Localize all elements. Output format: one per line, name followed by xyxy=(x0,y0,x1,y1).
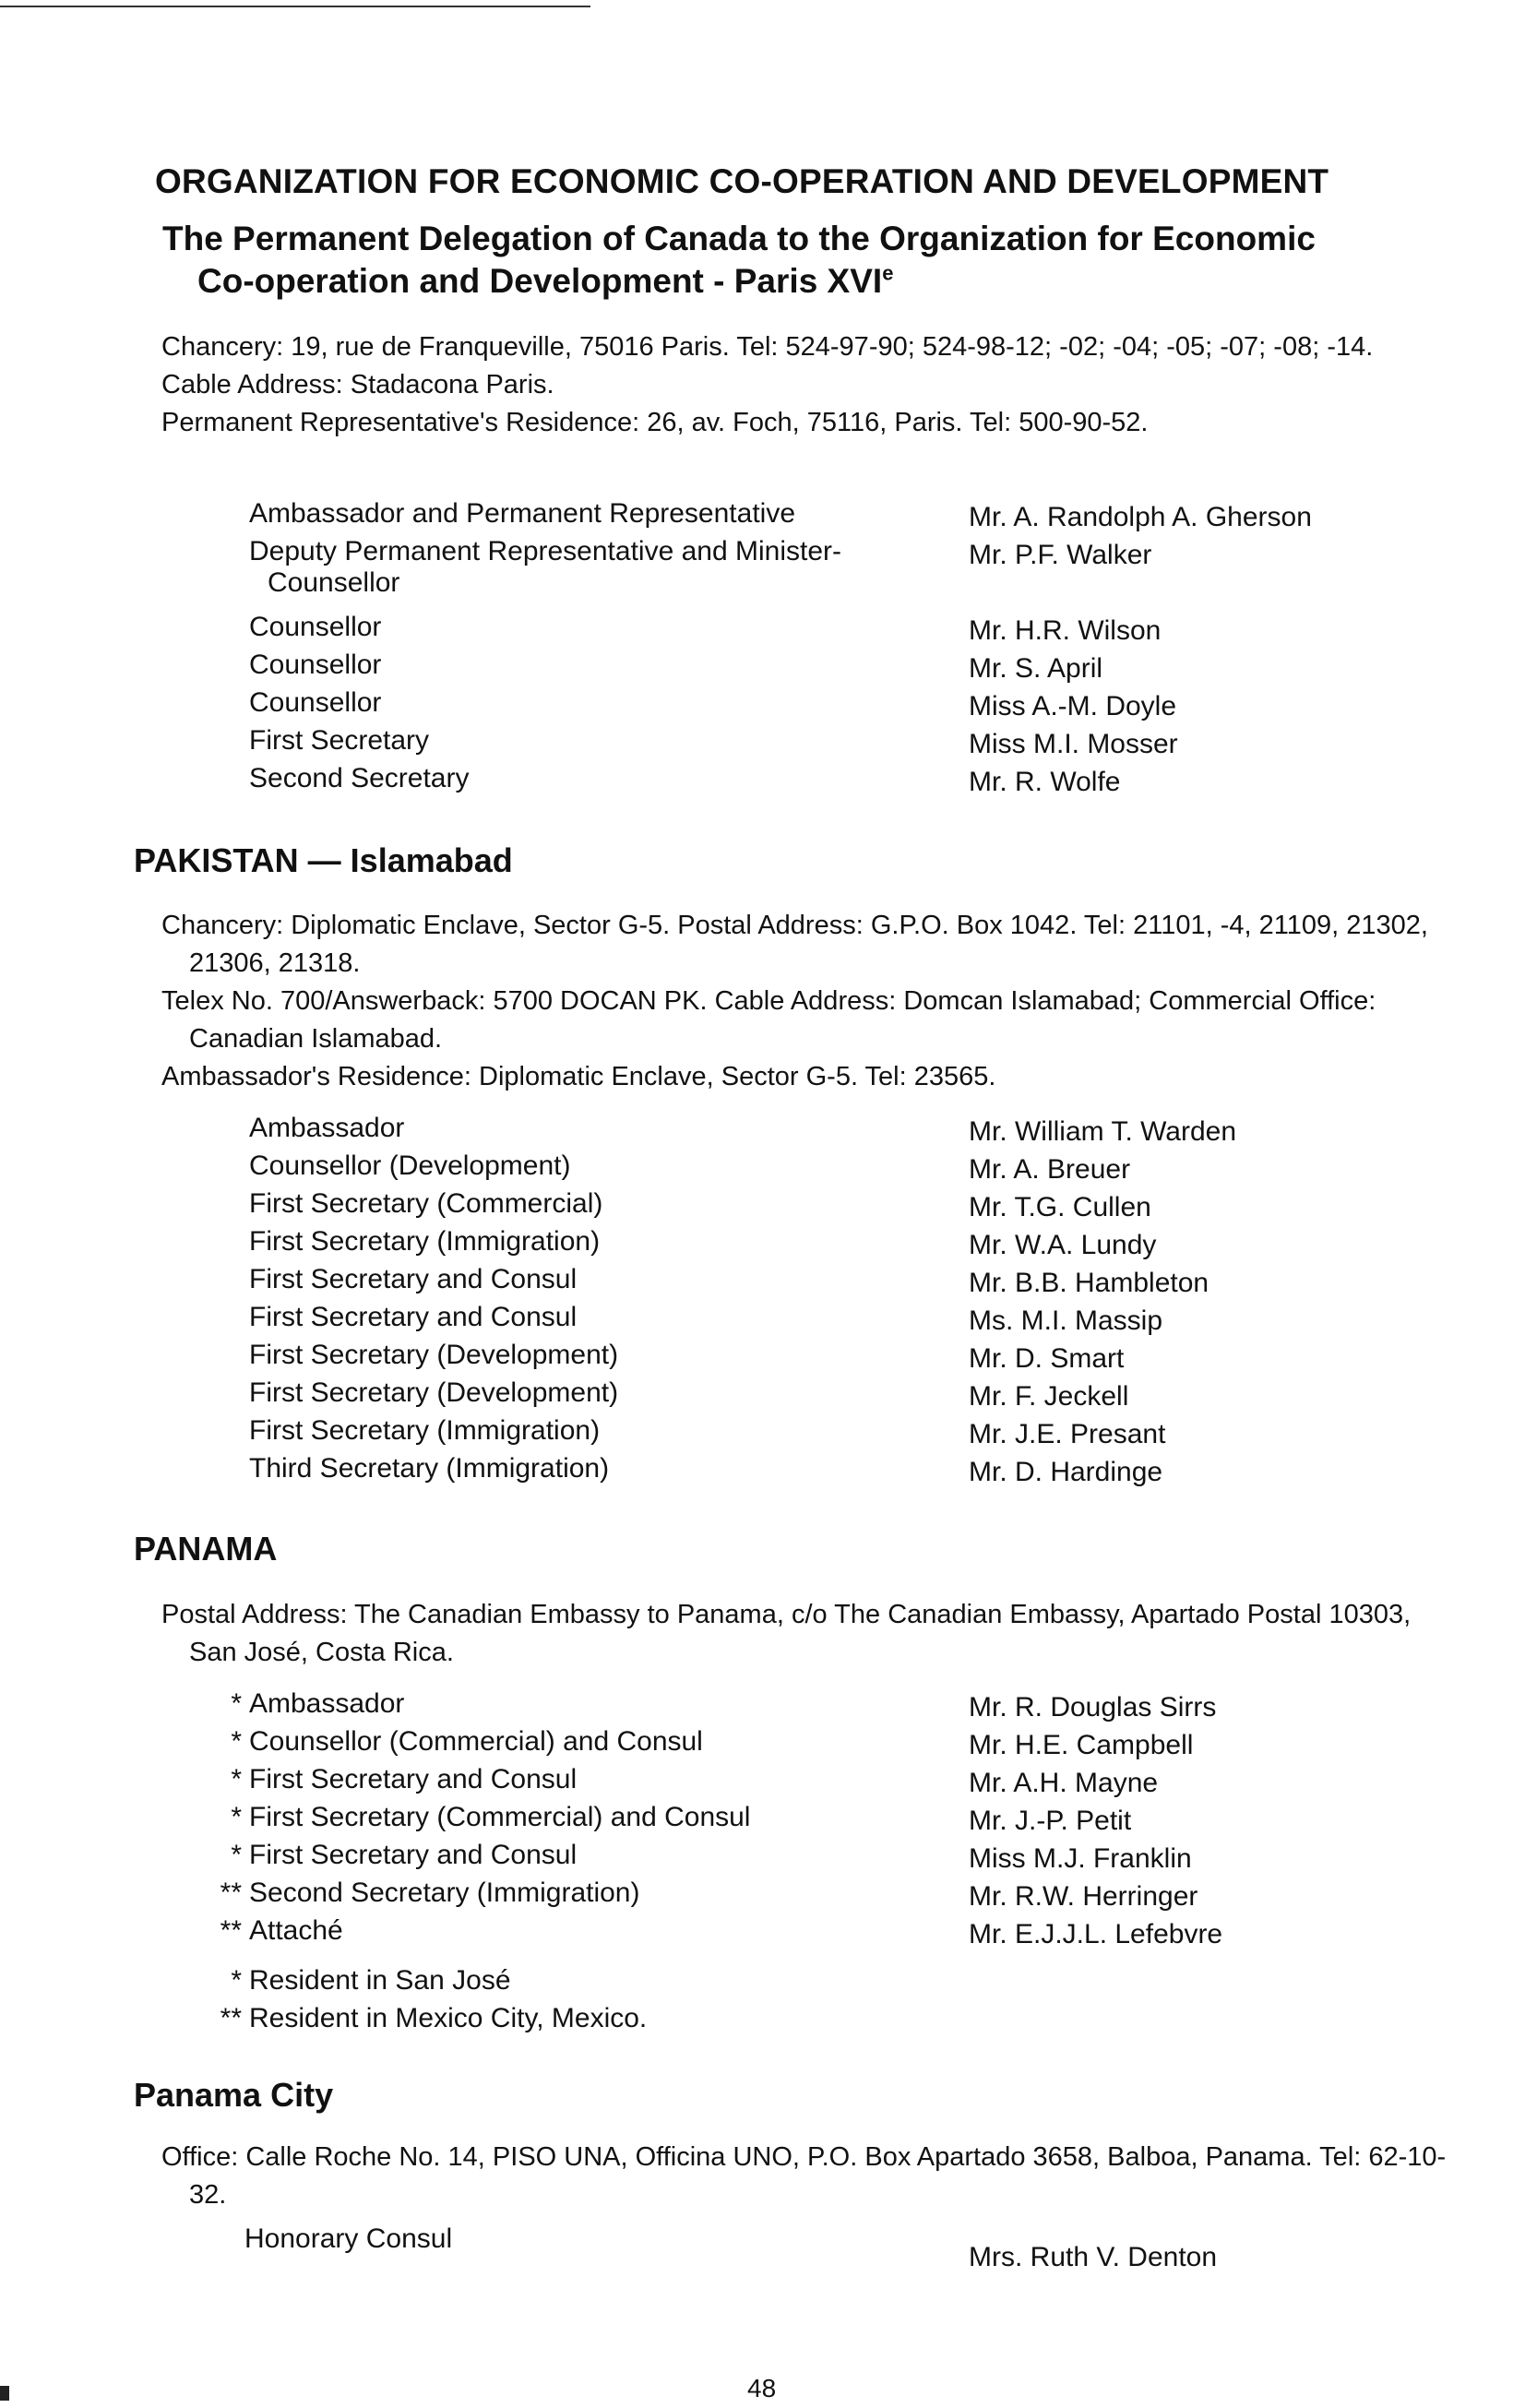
pakistan-heading: PAKISTAN — Islamabad xyxy=(134,841,513,879)
staff-name: Mr. R. Douglas Sirrs xyxy=(969,1692,1217,1723)
staff-name: Mr. A.H. Mayne xyxy=(969,1768,1159,1798)
staff-position-wrap xyxy=(220,1915,343,1947)
footnote-marker: * xyxy=(231,1802,242,1832)
oecd-staff-list xyxy=(0,498,1525,801)
staff-name: Miss A.-M. Doyle xyxy=(969,691,1177,721)
staff-position: Ambassador xyxy=(249,1113,405,1143)
staff-row xyxy=(0,1226,1525,1264)
staff-row xyxy=(0,763,1525,801)
staff-name: Mr. T.G. Cullen xyxy=(969,1192,1151,1222)
staff-name: Mr. A. Randolph A. Gherson xyxy=(969,502,1312,532)
pakistan-address-block xyxy=(161,907,1453,1096)
panama-address-line: Postal Address: The Canadian Embassy to Panama, c/o The Canadian Embassy, Apartado Postal 10303, San José, Costa Rica. xyxy=(161,1600,1412,1667)
delegation-title-line1: The Permanent Delegation of Canada to the Organization for Economic xyxy=(162,220,1316,257)
footnote-marker: * xyxy=(231,1726,242,1757)
staff-position: Counsellor (Commercial) and Consul xyxy=(249,1726,703,1757)
staff-row xyxy=(0,1764,1525,1802)
staff-position-wrap xyxy=(231,1840,578,1871)
staff-name: Mr. P.F. Walker xyxy=(969,540,1152,570)
staff-position: First Secretary and Consul xyxy=(249,1764,578,1794)
staff-name: Mr. William T. Warden xyxy=(969,1116,1237,1147)
staff-row xyxy=(0,725,1525,763)
staff-position: Counsellor (Development) xyxy=(249,1150,571,1181)
staff-row xyxy=(0,2223,1525,2272)
footnote-marker: * xyxy=(231,1688,242,1719)
footnote-marker: ** xyxy=(220,1878,242,1908)
panama-city-staff-list xyxy=(0,2223,1525,2272)
footnote-marker: ** xyxy=(220,1915,242,1946)
staff-row xyxy=(0,498,1525,536)
staff-position-wrap xyxy=(231,1688,405,1720)
staff-position: Deputy Permanent Representative and Minister- xyxy=(249,536,841,566)
staff-position: First Secretary (Development) xyxy=(249,1340,619,1370)
staff-row xyxy=(0,536,1525,612)
staff-name: Mr. H.E. Campbell xyxy=(969,1730,1194,1760)
delegation-title-superscript: e xyxy=(882,261,894,285)
staff-row xyxy=(0,1453,1525,1491)
page-number: 48 xyxy=(747,2374,777,2402)
oecd-address-line: Cable Address: Stadacona Paris. xyxy=(161,370,554,399)
staff-name: Mr. B.B. Hambleton xyxy=(969,1268,1209,1298)
panama-city-address-block xyxy=(161,2139,1453,2214)
delegation-title-line2-wrap xyxy=(162,260,1436,303)
staff-row xyxy=(0,1840,1525,1878)
staff-position: Counsellor xyxy=(249,612,382,642)
staff-name: Mr. W.A. Lundy xyxy=(969,1230,1157,1260)
footnote xyxy=(0,2003,1525,2041)
staff-position-continuation: Counsellor xyxy=(268,567,400,598)
pakistan-address-line: Telex No. 700/Answerback: 5700 DOCAN PK. Cable Address: Domcan Islamabad; Commercial Office: Canadian Islamabad. xyxy=(161,986,1376,1054)
staff-position: First Secretary xyxy=(249,725,430,756)
staff-position: Attaché xyxy=(249,1915,343,1946)
staff-row xyxy=(0,650,1525,687)
footnote-marker: * xyxy=(231,1965,242,1996)
staff-name: Mr. J.-P. Petit xyxy=(969,1806,1132,1836)
oecd-delegation-title xyxy=(162,218,1436,303)
staff-row xyxy=(0,1878,1525,1915)
staff-position: First Secretary (Development) xyxy=(249,1377,619,1408)
pakistan-address-line: Chancery: Diplomatic Enclave, Sector G-5. Postal Address: G.P.O. Box 1042. Tel: 21101, -4, 21109, 21302, 21306, 21318. xyxy=(161,911,1428,978)
staff-row xyxy=(0,1377,1525,1415)
staff-row xyxy=(0,1415,1525,1453)
staff-row xyxy=(0,687,1525,725)
staff-row xyxy=(0,1150,1525,1188)
staff-name: Mr. J.E. Presant xyxy=(969,1419,1166,1449)
staff-position: First Secretary (Commercial) and Consul xyxy=(249,1802,751,1832)
staff-position: Honorary Consul xyxy=(244,2223,453,2254)
staff-name: Mr. F. Jeckell xyxy=(969,1381,1129,1412)
panama-footnotes xyxy=(0,1965,1525,2041)
footnote-marker: * xyxy=(231,1840,242,1870)
staff-name: Miss M.I. Mosser xyxy=(969,729,1178,759)
delegation-title-line2: Co-operation and Development - Paris XVI xyxy=(197,262,883,300)
staff-position: Second Secretary (Immigration) xyxy=(249,1878,640,1908)
pakistan-address-line: Ambassador's Residence: Diplomatic Enclave, Sector G-5. Tel: 23565. xyxy=(161,1062,996,1091)
staff-row xyxy=(0,1302,1525,1340)
staff-position: First Secretary (Immigration) xyxy=(249,1415,601,1446)
scan-edge-mark xyxy=(0,2386,9,2401)
oecd-title: ORGANIZATION FOR ECONOMIC CO-OPERATION AND DEVELOPMENT xyxy=(155,162,1329,200)
footnote-text: Resident in San José xyxy=(249,1965,511,1996)
staff-row xyxy=(0,1688,1525,1726)
staff-position: Third Secretary (Immigration) xyxy=(249,1453,610,1484)
footnote-text: Resident in Mexico City, Mexico. xyxy=(249,2003,648,2033)
staff-position: Counsellor xyxy=(249,687,382,718)
staff-name: Mr. D. Smart xyxy=(969,1343,1125,1374)
oecd-address-line: Chancery: 19, rue de Franqueville, 75016 Paris. Tel: 524-97-90; 524-98-12; -02; -04; -05; -07; -08; -14. xyxy=(161,332,1374,362)
staff-row xyxy=(0,1188,1525,1226)
oecd-address-block xyxy=(161,328,1453,442)
staff-position: First Secretary (Commercial) xyxy=(249,1188,603,1219)
staff-name: Mr. H.R. Wilson xyxy=(969,615,1162,646)
oecd-address-line: Permanent Representative's Residence: 26, av. Foch, 75116, Paris. Tel: 500-90-52. xyxy=(161,408,1149,437)
panama-city-heading: Panama City xyxy=(134,2076,334,2114)
staff-position-wrap xyxy=(220,1878,640,1909)
panama-staff-list xyxy=(0,1688,1525,1953)
staff-name: Mr. A. Breuer xyxy=(969,1154,1131,1185)
staff-position: First Secretary and Consul xyxy=(249,1264,578,1294)
staff-row xyxy=(0,1915,1525,1953)
staff-position: First Secretary (Immigration) xyxy=(249,1226,601,1257)
staff-row xyxy=(0,1113,1525,1150)
staff-position: Ambassador and Permanent Representative xyxy=(249,498,796,529)
staff-row xyxy=(0,1264,1525,1302)
staff-position-wrap xyxy=(231,1802,751,1833)
panama-heading: PANAMA xyxy=(134,1530,278,1568)
staff-position-multiline xyxy=(249,536,841,599)
footnote xyxy=(0,1965,1525,2003)
staff-position: Ambassador xyxy=(249,1688,405,1719)
staff-name: Mrs. Ruth V. Denton xyxy=(969,2242,1218,2272)
staff-name: Mr. R.W. Herringer xyxy=(969,1881,1198,1912)
staff-position: First Secretary and Consul xyxy=(249,1840,578,1870)
staff-name: Miss M.J. Franklin xyxy=(969,1843,1192,1874)
panama-city-address-line: Office: Calle Roche No. 14, PISO UNA, Officina UNO, P.O. Box Apartado 3658, Balboa, Panama. Tel: 62-10-32. xyxy=(161,2142,1447,2210)
staff-position: Counsellor xyxy=(249,650,382,680)
staff-row xyxy=(0,1802,1525,1840)
footnote-marker: ** xyxy=(220,2003,242,2033)
staff-row xyxy=(0,1726,1525,1764)
staff-position: Second Secretary xyxy=(249,763,470,793)
footnote-marker: * xyxy=(231,1764,242,1794)
staff-row xyxy=(0,1340,1525,1377)
staff-position: First Secretary and Consul xyxy=(249,1302,578,1332)
pakistan-staff-list xyxy=(0,1113,1525,1491)
staff-position-wrap xyxy=(231,1726,703,1758)
staff-row xyxy=(0,612,1525,650)
staff-name: Mr. E.J.J.L. Lefebvre xyxy=(969,1919,1223,1949)
staff-name: Mr. D. Hardinge xyxy=(969,1457,1163,1487)
panama-address-block xyxy=(161,1596,1453,1672)
staff-position-wrap xyxy=(231,1764,578,1795)
staff-name: Ms. M.I. Massip xyxy=(969,1305,1163,1336)
staff-name: Mr. S. April xyxy=(969,653,1103,684)
staff-name: Mr. R. Wolfe xyxy=(969,767,1121,797)
